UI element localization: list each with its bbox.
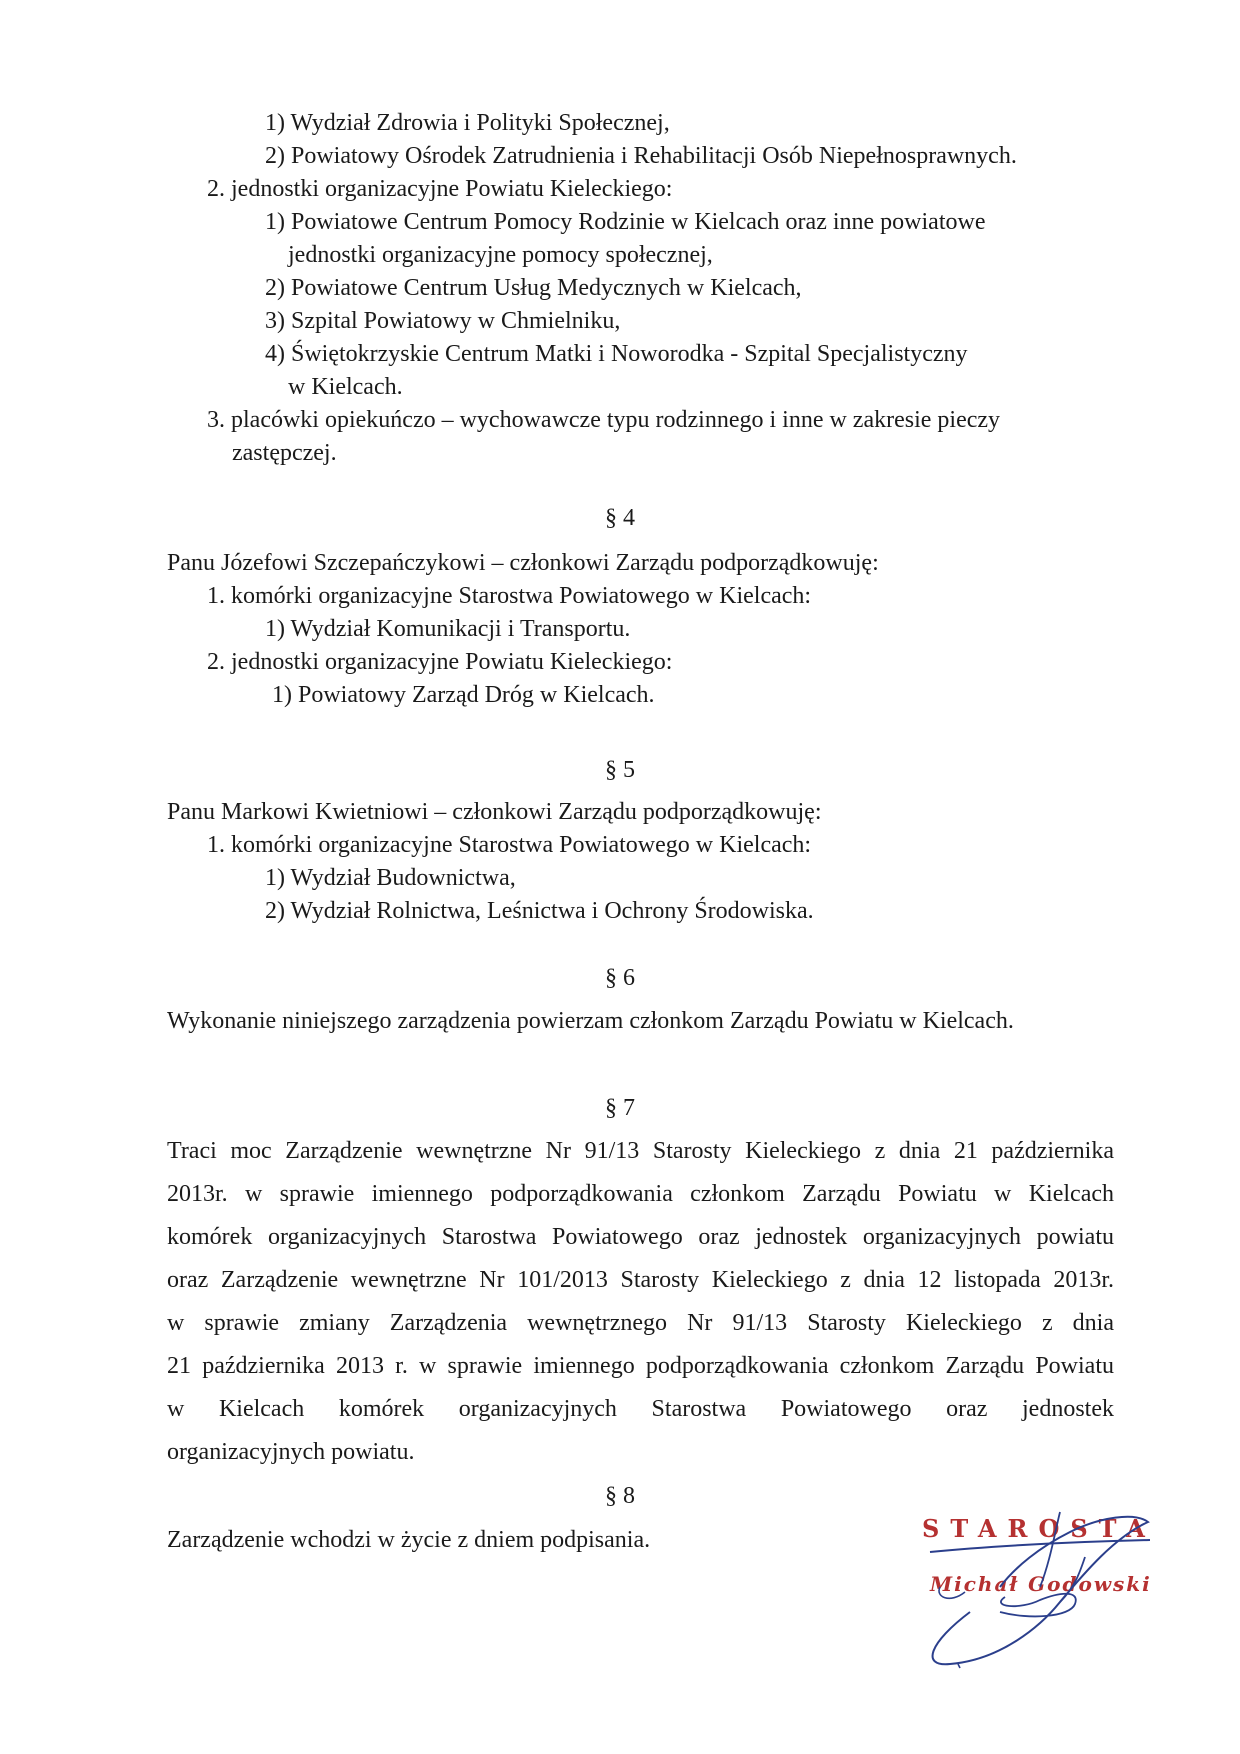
list-item: 1. komórki organizacyjne Starostwa Powiatowego w Kielcach:	[207, 583, 812, 609]
list-item: 2) Powiatowe Centrum Usług Medycznych w Kielcach,	[265, 275, 802, 301]
paragraph: Wykonanie niniejszego zarządzenia powierzam członkom Zarządu Powiatu w Kielcach.	[167, 1008, 1014, 1034]
section-heading: § 5	[605, 757, 635, 783]
list-item: 2) Wydział Rolnictwa, Leśnictwa i Ochrony Środowiska.	[265, 898, 814, 924]
list-item: 2. jednostki organizacyjne Powiatu Kieleckiego:	[207, 649, 673, 675]
paragraph-line: 2013r. w sprawie imiennego podporządkowania członkom Zarządu Powiatu w Kielcach	[167, 1181, 1114, 1207]
stamp-name: Michał Godowski	[930, 1572, 1152, 1596]
paragraph-line: w Kielcach komórek organizacyjnych Starostwa Powiatowego oraz jednostek	[167, 1396, 1114, 1422]
list-item: 2. jednostki organizacyjne Powiatu Kieleckiego:	[207, 176, 673, 202]
paragraph: Panu Józefowi Szczepańczykowi – członkowi Zarządu podporządkowuję:	[167, 550, 879, 576]
list-item: 1. komórki organizacyjne Starostwa Powiatowego w Kielcach:	[207, 832, 812, 858]
starosta-stamp	[910, 1492, 1156, 1672]
list-item: 2) Powiatowy Ośrodek Zatrudnienia i Rehabilitacji Osób Niepełnosprawnych.	[265, 143, 1017, 169]
paragraph: Panu Markowi Kwietniowi – członkowi Zarządu podporządkowuję:	[167, 799, 822, 825]
paragraph-line: w sprawie zmiany Zarządzenia wewnętrznego Nr 91/13 Starosty Kieleckiego z dnia	[167, 1310, 1114, 1336]
signature-icon	[910, 1492, 1150, 1672]
list-item: 1) Powiatowe Centrum Pomocy Rodzinie w Kielcach oraz inne powiatowe	[265, 209, 986, 235]
section-heading: § 8	[605, 1483, 635, 1509]
paragraph-line: 21 października 2013 r. w sprawie imiennego podporządkowania członkom Zarządu Powiatu	[167, 1353, 1114, 1379]
list-item: 3. placówki opiekuńczo – wychowawcze typu rodzinnego i inne w zakresie pieczy	[207, 407, 1001, 433]
paragraph-line: Traci moc Zarządzenie wewnętrzne Nr 91/13 Starosty Kieleckiego z dnia 21 października	[167, 1138, 1114, 1164]
section-heading: § 6	[605, 965, 635, 991]
list-item: 4) Świętokrzyskie Centrum Matki i Noworodka - Szpital Specjalistyczny	[265, 341, 968, 367]
paragraph-line: oraz Zarządzenie wewnętrzne Nr 101/2013 Starosty Kieleckiego z dnia 12 listopada 2013r.	[167, 1267, 1114, 1293]
list-item: jednostki organizacyjne pomocy społecznej,	[288, 242, 713, 268]
list-item: 3) Szpital Powiatowy w Chmielniku,	[265, 308, 621, 334]
list-item: w Kielcach.	[288, 374, 403, 400]
section-heading: § 7	[605, 1095, 635, 1121]
paragraph-line: organizacyjnych powiatu.	[167, 1439, 415, 1465]
paragraph-line: komórek organizacyjnych Starostwa Powiatowego oraz jednostek organizacyjnych powiatu	[167, 1224, 1114, 1250]
stamp-title: STAROSTA	[922, 1514, 1156, 1543]
list-item: 1) Wydział Budownictwa,	[265, 865, 516, 891]
list-item: 1) Wydział Zdrowia i Polityki Społecznej,	[265, 110, 670, 136]
list-item: 1) Powiatowy Zarząd Dróg w Kielcach.	[272, 682, 655, 708]
list-item: zastępczej.	[232, 440, 337, 466]
paragraph: Zarządzenie wchodzi w życie z dniem podpisania.	[167, 1527, 651, 1553]
section-heading: § 4	[605, 505, 635, 531]
list-item: 1) Wydział Komunikacji i Transportu.	[265, 616, 631, 642]
